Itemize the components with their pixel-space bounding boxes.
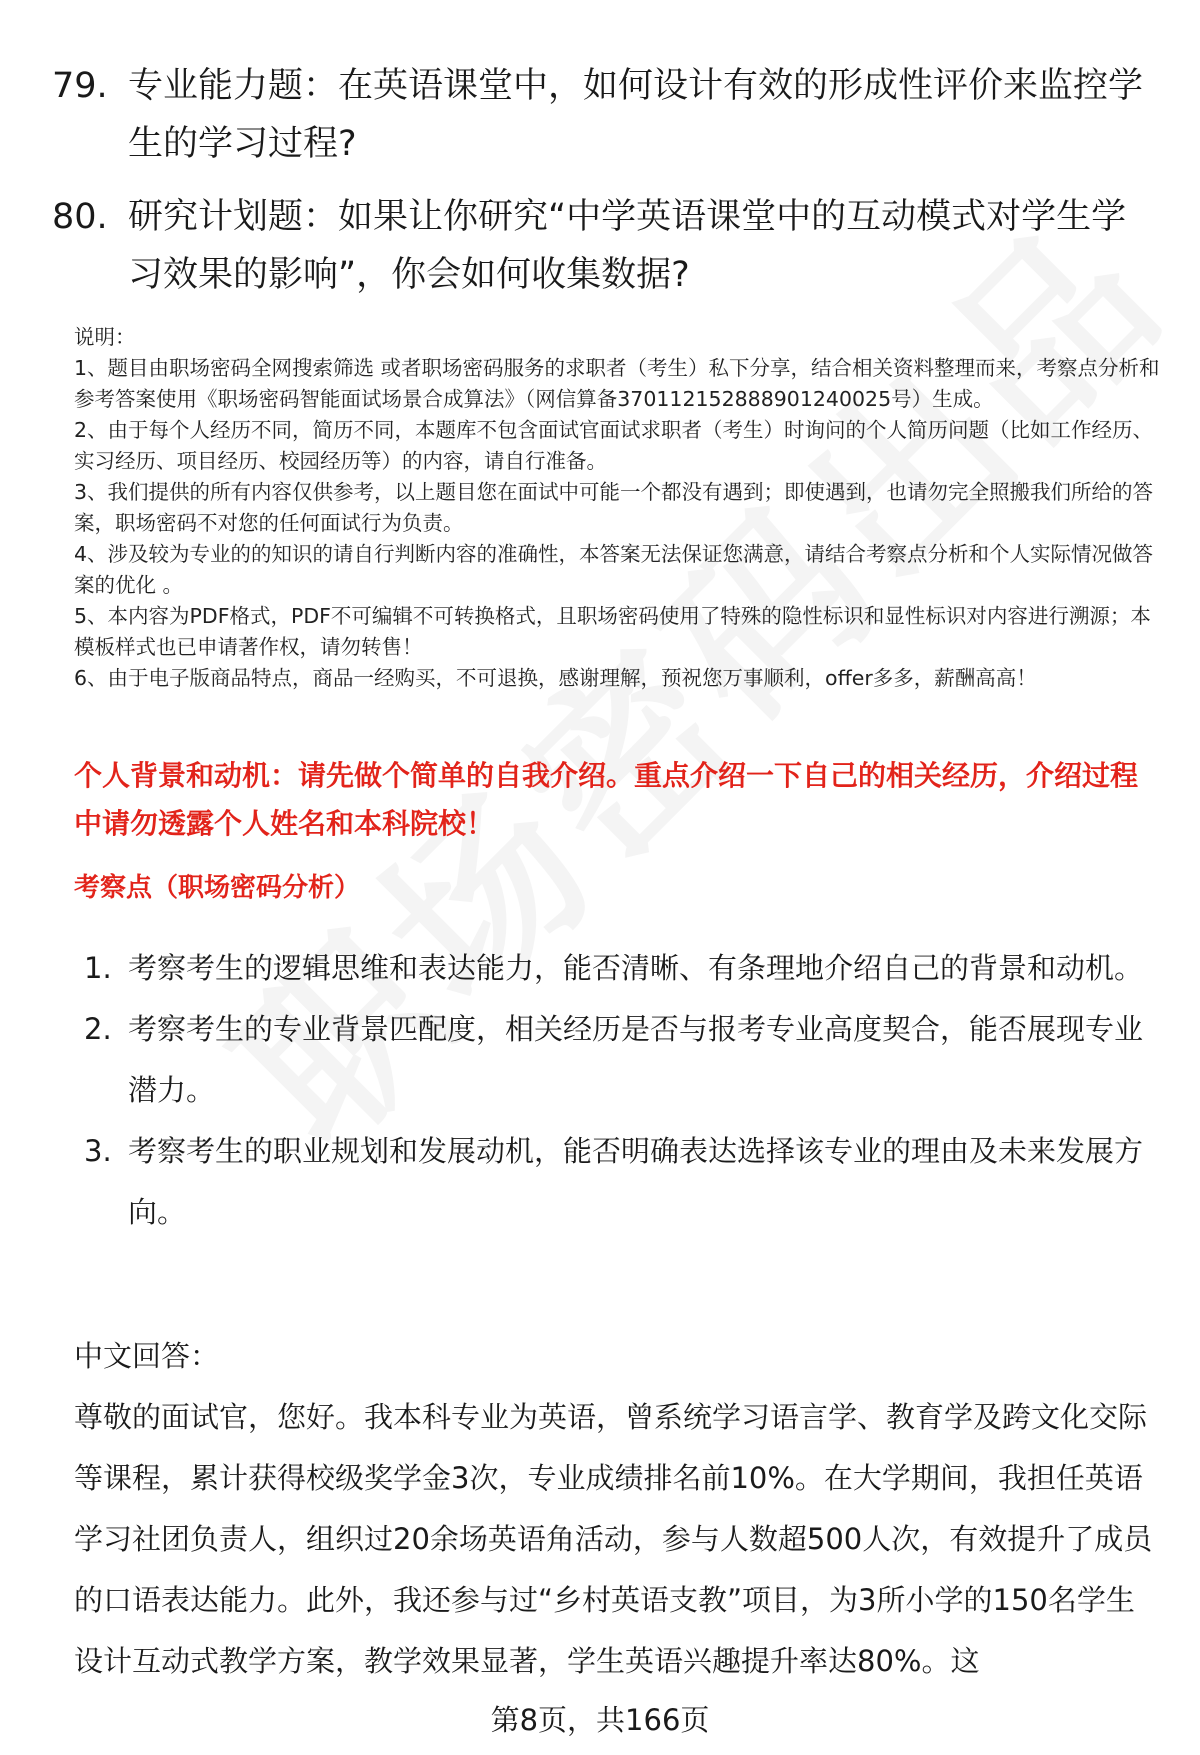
notes-section	[74, 322, 1164, 694]
note-item: 3、我们提供的所有内容仅供参考，以上题目您在面试中可能一个都没有遇到；即使遇到，也请勿完全照搬我们所给的答案，职场密码不对您的任何面试行为负责。	[74, 480, 1154, 535]
note-item: 5、本内容为PDF格式，PDF不可编辑不可转换格式，且职场密码使用了特殊的隐性标识和显性标识对内容进行溯源；本模板样式也已申请著作权，请勿转售！	[74, 604, 1151, 659]
note-item: 2、由于每个人经历不同，简历不同，本题库不包含面试官面试求职者（考生）时询问的个人简历问题（比如工作经历、实习经历、项目经历、校园经历等）的内容，请自行准备。	[74, 418, 1154, 473]
question-number: 80.	[52, 197, 108, 237]
question-number: 79.	[52, 66, 108, 106]
list-item	[80, 1121, 1160, 1243]
focus-points-list	[80, 938, 1160, 1243]
question-79	[52, 57, 1152, 173]
list-item-text: 考察考生的逻辑思维和表达能力，能否清晰、有条理地介绍自己的背景和动机。	[128, 951, 1144, 985]
question-80	[52, 188, 1152, 304]
list-index: 2.	[84, 1012, 112, 1046]
list-index: 3.	[84, 1134, 112, 1168]
note-item: 1、题目由职场密码全网搜索筛选 或者职场密码服务的求职者（考生）私下分享，结合相关资料整理而来，考察点分析和参考答案使用《职场密码智能面试场景合成算法》（网信算备370112152888901240025号）生成。	[74, 356, 1160, 411]
list-index: 1.	[84, 951, 112, 985]
list-item	[80, 938, 1160, 999]
notes-title: 说明：	[74, 325, 136, 349]
question-text: 专业能力题：在英语课堂中，如何设计有效的形成性评价来监控学生的学习过程?	[128, 66, 1144, 164]
note-item: 6、由于电子版商品特点，商品一经购买，不可退换，感谢理解，预祝您万事顺利，offer多多，薪酬高高！	[74, 666, 1037, 690]
note-item: 4、涉及较为专业的的知识的请自行判断内容的准确性，本答案无法保证您满意，请结合考察点分析和个人实际情况做答案的优化 。	[74, 542, 1154, 597]
background-question-heading: 个人背景和动机：请先做个简单的自我介绍。重点介绍一下自己的相关经历，介绍过程中请勿透露个人姓名和本科院校！	[74, 759, 1139, 840]
list-item-text: 考察考生的职业规划和发展动机，能否明确表达选择该专业的理由及未来发展方向。	[128, 1134, 1144, 1229]
question-text: 研究计划题：如果让你研究“中学英语课堂中的互动模式对学生学习效果的影响”，你会如何收集数据?	[128, 197, 1127, 295]
list-item	[80, 999, 1160, 1121]
answer-label: 中文回答：	[74, 1339, 220, 1373]
list-item-text: 考察考生的专业背景匹配度，相关经历是否与报考专业高度契合，能否展现专业潜力。	[128, 1012, 1144, 1107]
focus-heading: 考察点（职场密码分析）	[74, 873, 361, 903]
answer-body: 尊敬的面试官，您好。我本科专业为英语，曾系统学习语言学、教育学及跨文化交际等课程，累计获得校级奖学金3次，专业成绩排名前10%。在大学期间，我担任英语学习社团负责人，组织过20余场英语角活动，参与人数超500人次，有效提升了成员的口语表达能力。此外，我还参与过“乡村英语支教”项目，为3所小学的150名学生设计互动式教学方案，教学效果显著，学生英语兴趣提升率达80%。这	[74, 1400, 1153, 1678]
page-footer: 第8页，共166页	[490, 1703, 710, 1737]
